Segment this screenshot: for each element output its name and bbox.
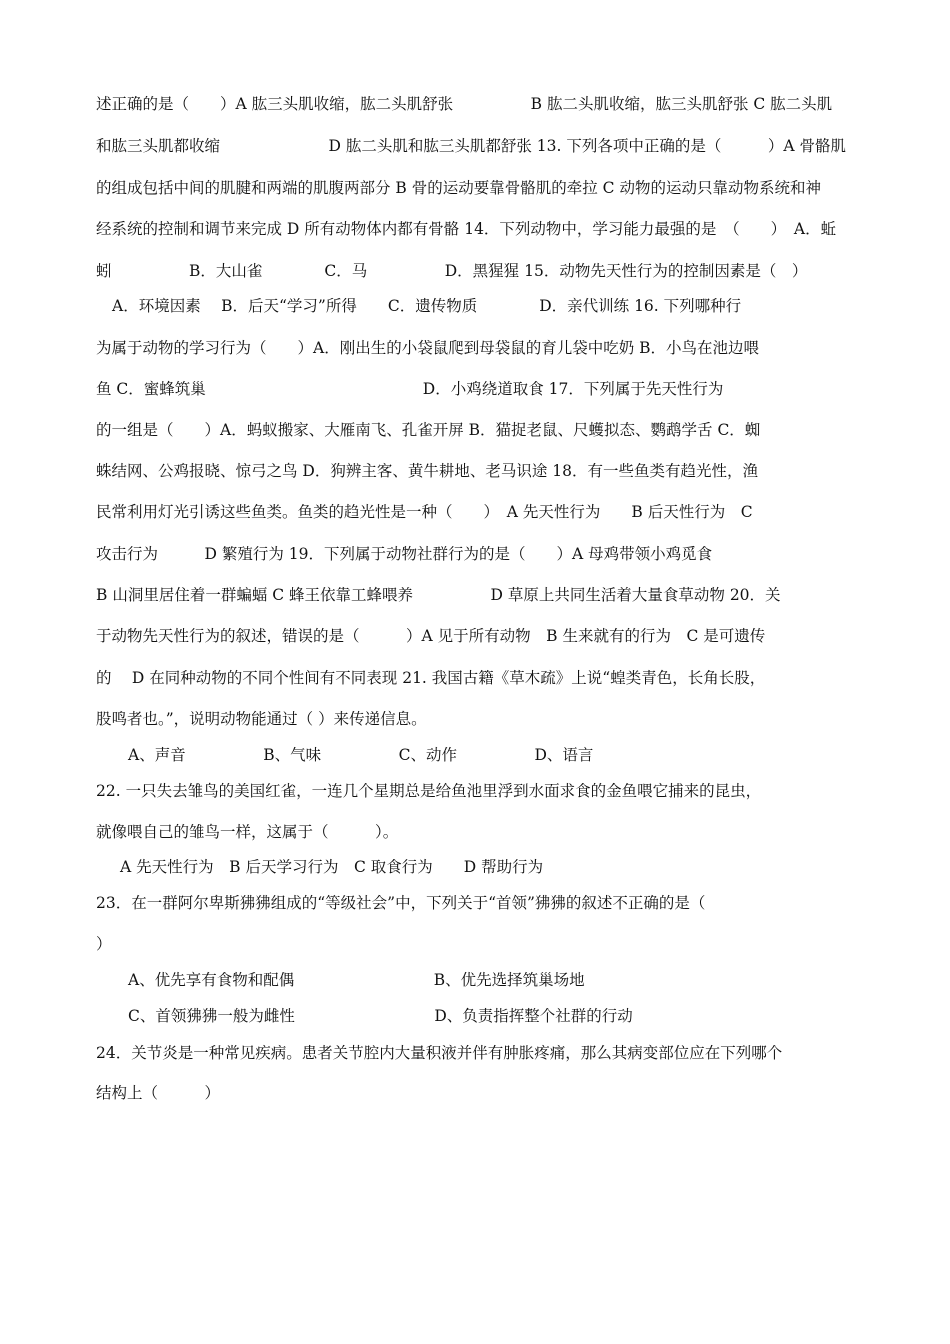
text-line: 就像喂自己的雏鸟一样，这属于（ ）。 xyxy=(96,823,399,841)
text-line: 蚓 B．大山雀 C．马 D．黑猩猩 15．动物先天性行为的控制因素是（ ） xyxy=(96,262,808,280)
text-line: A．环境因素 B．后天“学习”所得 C．遗传物质 D．亲代训练 16. 下列哪种行 xyxy=(112,297,742,315)
text-line: ） xyxy=(96,935,112,953)
text-line: 鱼 C．蜜蜂筑巢 D．小鸡绕道取食 17．下列属于先天性行为 xyxy=(96,380,724,398)
text-line: 的 D 在同种动物的不同个性间有不同表现 21. 我国古籍《草木疏》上说“蝗类青色，长角长股， xyxy=(96,669,766,687)
text-line: 攻击行为 D 繁殖行为 19．下列属于动物社群行为的是（ ）A 母鸡带领小鸡觅食 xyxy=(96,545,713,563)
text-line: 民常利用灯光引诱这些鱼类。鱼类的趋光性是一种（ ） A 先天性行为 B 后天性行为 C xyxy=(96,503,753,521)
text-line: 结构上（ ） xyxy=(96,1084,221,1102)
text-line: 为属于动物的学习行为（ ）A．刚出生的小袋鼠爬到母袋鼠的育儿袋中吃奶 B．小鸟在池边喂 xyxy=(96,339,760,357)
text-line: 的组成包括中间的肌腱和两端的肌腹两部分 B 骨的运动要靠骨骼肌的牵拉 C 动物的运动只靠动物系统和神 xyxy=(96,179,821,197)
text-line: A、声音 B、气味 C、动作 D、语言 xyxy=(128,746,594,764)
text-line: C、首领狒狒一般为雌性 D、负责指挥整个社群的行动 xyxy=(128,1007,633,1025)
text-line: 和肱三头肌都收缩 D 肱二头肌和肱三头肌都舒张 13. 下列各项中正确的是（ ）A 骨骼肌 xyxy=(96,137,846,155)
text-line: A、优先享有食物和配偶 B、优先选择筑巢场地 xyxy=(128,971,585,989)
text-line: B 山洞里居住着一群蝙蝠 C 蜂王依靠工蜂喂养 D 草原上共同生活着大量食草动物 20．关 xyxy=(96,586,781,604)
text-line: 22. 一只失去雏鸟的美国红雀，一连几个星期总是给鱼池里浮到水面求食的金鱼喂它捕来的昆虫， xyxy=(96,782,762,800)
text-line: 的一组是（ ）A．蚂蚁搬家、大雁南飞、孔雀开屏 B．猫捉老鼠、尺蠖拟态、鹦鹉学舌 C．蜘 xyxy=(96,421,761,439)
text-line: 蛛结网、公鸡报晓、惊弓之鸟 D．狗辨主客、黄牛耕地、老马识途 18．有一些鱼类有趋光性，渔 xyxy=(96,462,759,480)
text-line: 23．在一群阿尔卑斯狒狒组成的“等级社会”中，下列关于“首领”狒狒的叙述不正确的是（ xyxy=(96,894,706,912)
text-line: A 先天性行为 B 后天学习行为 C 取食行为 D 帮助行为 xyxy=(120,858,544,876)
text-line: 述正确的是（ ）A 肱三头肌收缩，肱二头肌舒张 B 肱二头肌收缩，肱三头肌舒张 C 肱二头肌 xyxy=(96,95,833,113)
text-line: 股鸣者也。”，说明动物能通过（ ）来传递信息。 xyxy=(96,710,427,728)
text-line: 经系统的控制和调节来完成 D 所有动物体内都有骨骼 14．下列动物中，学习能力最强的是 （ ） A．蚯 xyxy=(96,220,837,238)
text-line: 24．关节炎是一种常见疾病。患者关节腔内大量积液并伴有肿胀疼痛，那么其病变部位应在下列哪个 xyxy=(96,1044,783,1062)
text-line: 于动物先天性行为的叙述，错误的是（ ）A 见于所有动物 B 生来就有的行为 C 是可遗传 xyxy=(96,627,766,645)
